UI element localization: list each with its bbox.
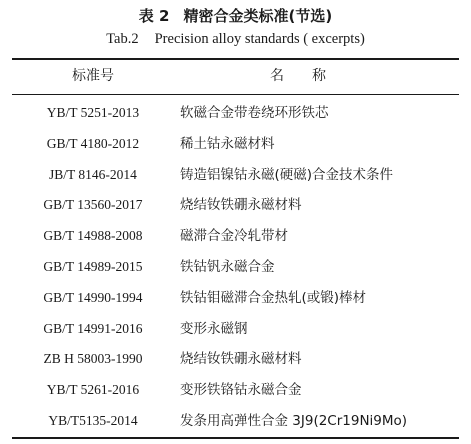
standard-name-cell: 发条用高弹性合金 3J9(2Cr19Ni9Mo)	[180, 412, 408, 429]
standard-number-cell: YB/T 5251-2013	[46, 105, 140, 120]
table-row	[12, 406, 459, 437]
table-row	[12, 344, 459, 375]
table-number-chinese: 表 2	[138, 7, 170, 25]
table-title-chinese: 精密合金类标准(节选)	[183, 7, 333, 25]
standard-name-cell: 铁钴钼磁滞合金热轧(或锻)棒材	[180, 289, 367, 306]
standard-name-cell: 铁钴钒永磁合金	[180, 258, 275, 275]
standard-name-cell: 变形铁铬钴永磁合金	[180, 382, 302, 399]
header-name	[270, 66, 326, 86]
table-number-english: Tab.2	[106, 31, 139, 47]
header-standard-number: 标准号	[72, 68, 114, 84]
table-row	[12, 190, 459, 221]
header-name-char-1: 名	[270, 68, 284, 84]
header-name-char-2: 称	[312, 68, 326, 84]
table-caption-english	[0, 30, 471, 48]
standard-number-cell: YB/T 5261-2016	[46, 382, 140, 398]
standard-name-cell: 烧结钕铁硼永磁材料	[180, 351, 302, 368]
standard-number-cell: GB/T 14989-2015	[43, 258, 143, 274]
table-row	[12, 160, 459, 191]
table-row	[12, 221, 459, 252]
table-body	[12, 98, 459, 437]
standard-number-cell: GB/T 4180-2012	[46, 135, 140, 151]
table-row	[12, 375, 459, 406]
table-caption-chinese	[0, 6, 471, 26]
standard-number-cell: YB/T5135-2014	[48, 412, 138, 428]
standard-number-cell: GB/T 13560-2017	[43, 197, 143, 213]
standard-number-cell: GB/T 14991-2016	[43, 320, 143, 336]
table-row	[12, 98, 459, 129]
table-header-rule	[12, 94, 459, 95]
standard-name-cell: 变形永磁钢	[180, 320, 248, 337]
standard-name-cell: 稀土钴永磁材料	[180, 135, 275, 152]
table-row	[12, 252, 459, 283]
standard-number-cell: ZB H 58003-1990	[43, 351, 143, 367]
table-title-english: Precision alloy standards ( excerpts)	[154, 31, 365, 47]
standard-name-cell: 铸造铝镍钴永磁(硬磁)合金技术条件	[180, 166, 394, 183]
standard-number-cell: JB/T 8146-2014	[49, 166, 137, 182]
standard-number-cell: GB/T 14988-2008	[43, 228, 143, 244]
table-row	[12, 283, 459, 314]
standard-name-cell: 烧结钕铁硼永磁材料	[180, 197, 302, 214]
standard-number-cell: GB/T 14990-1994	[43, 289, 143, 305]
table-row	[12, 129, 459, 160]
table-top-rule	[12, 58, 459, 60]
standard-name-cell: 磁滞合金冷轧带材	[180, 228, 288, 245]
table-row	[12, 314, 459, 345]
table-bottom-rule	[12, 437, 459, 439]
standard-name-cell: 软磁合金带卷绕环形铁芯	[180, 105, 329, 121]
